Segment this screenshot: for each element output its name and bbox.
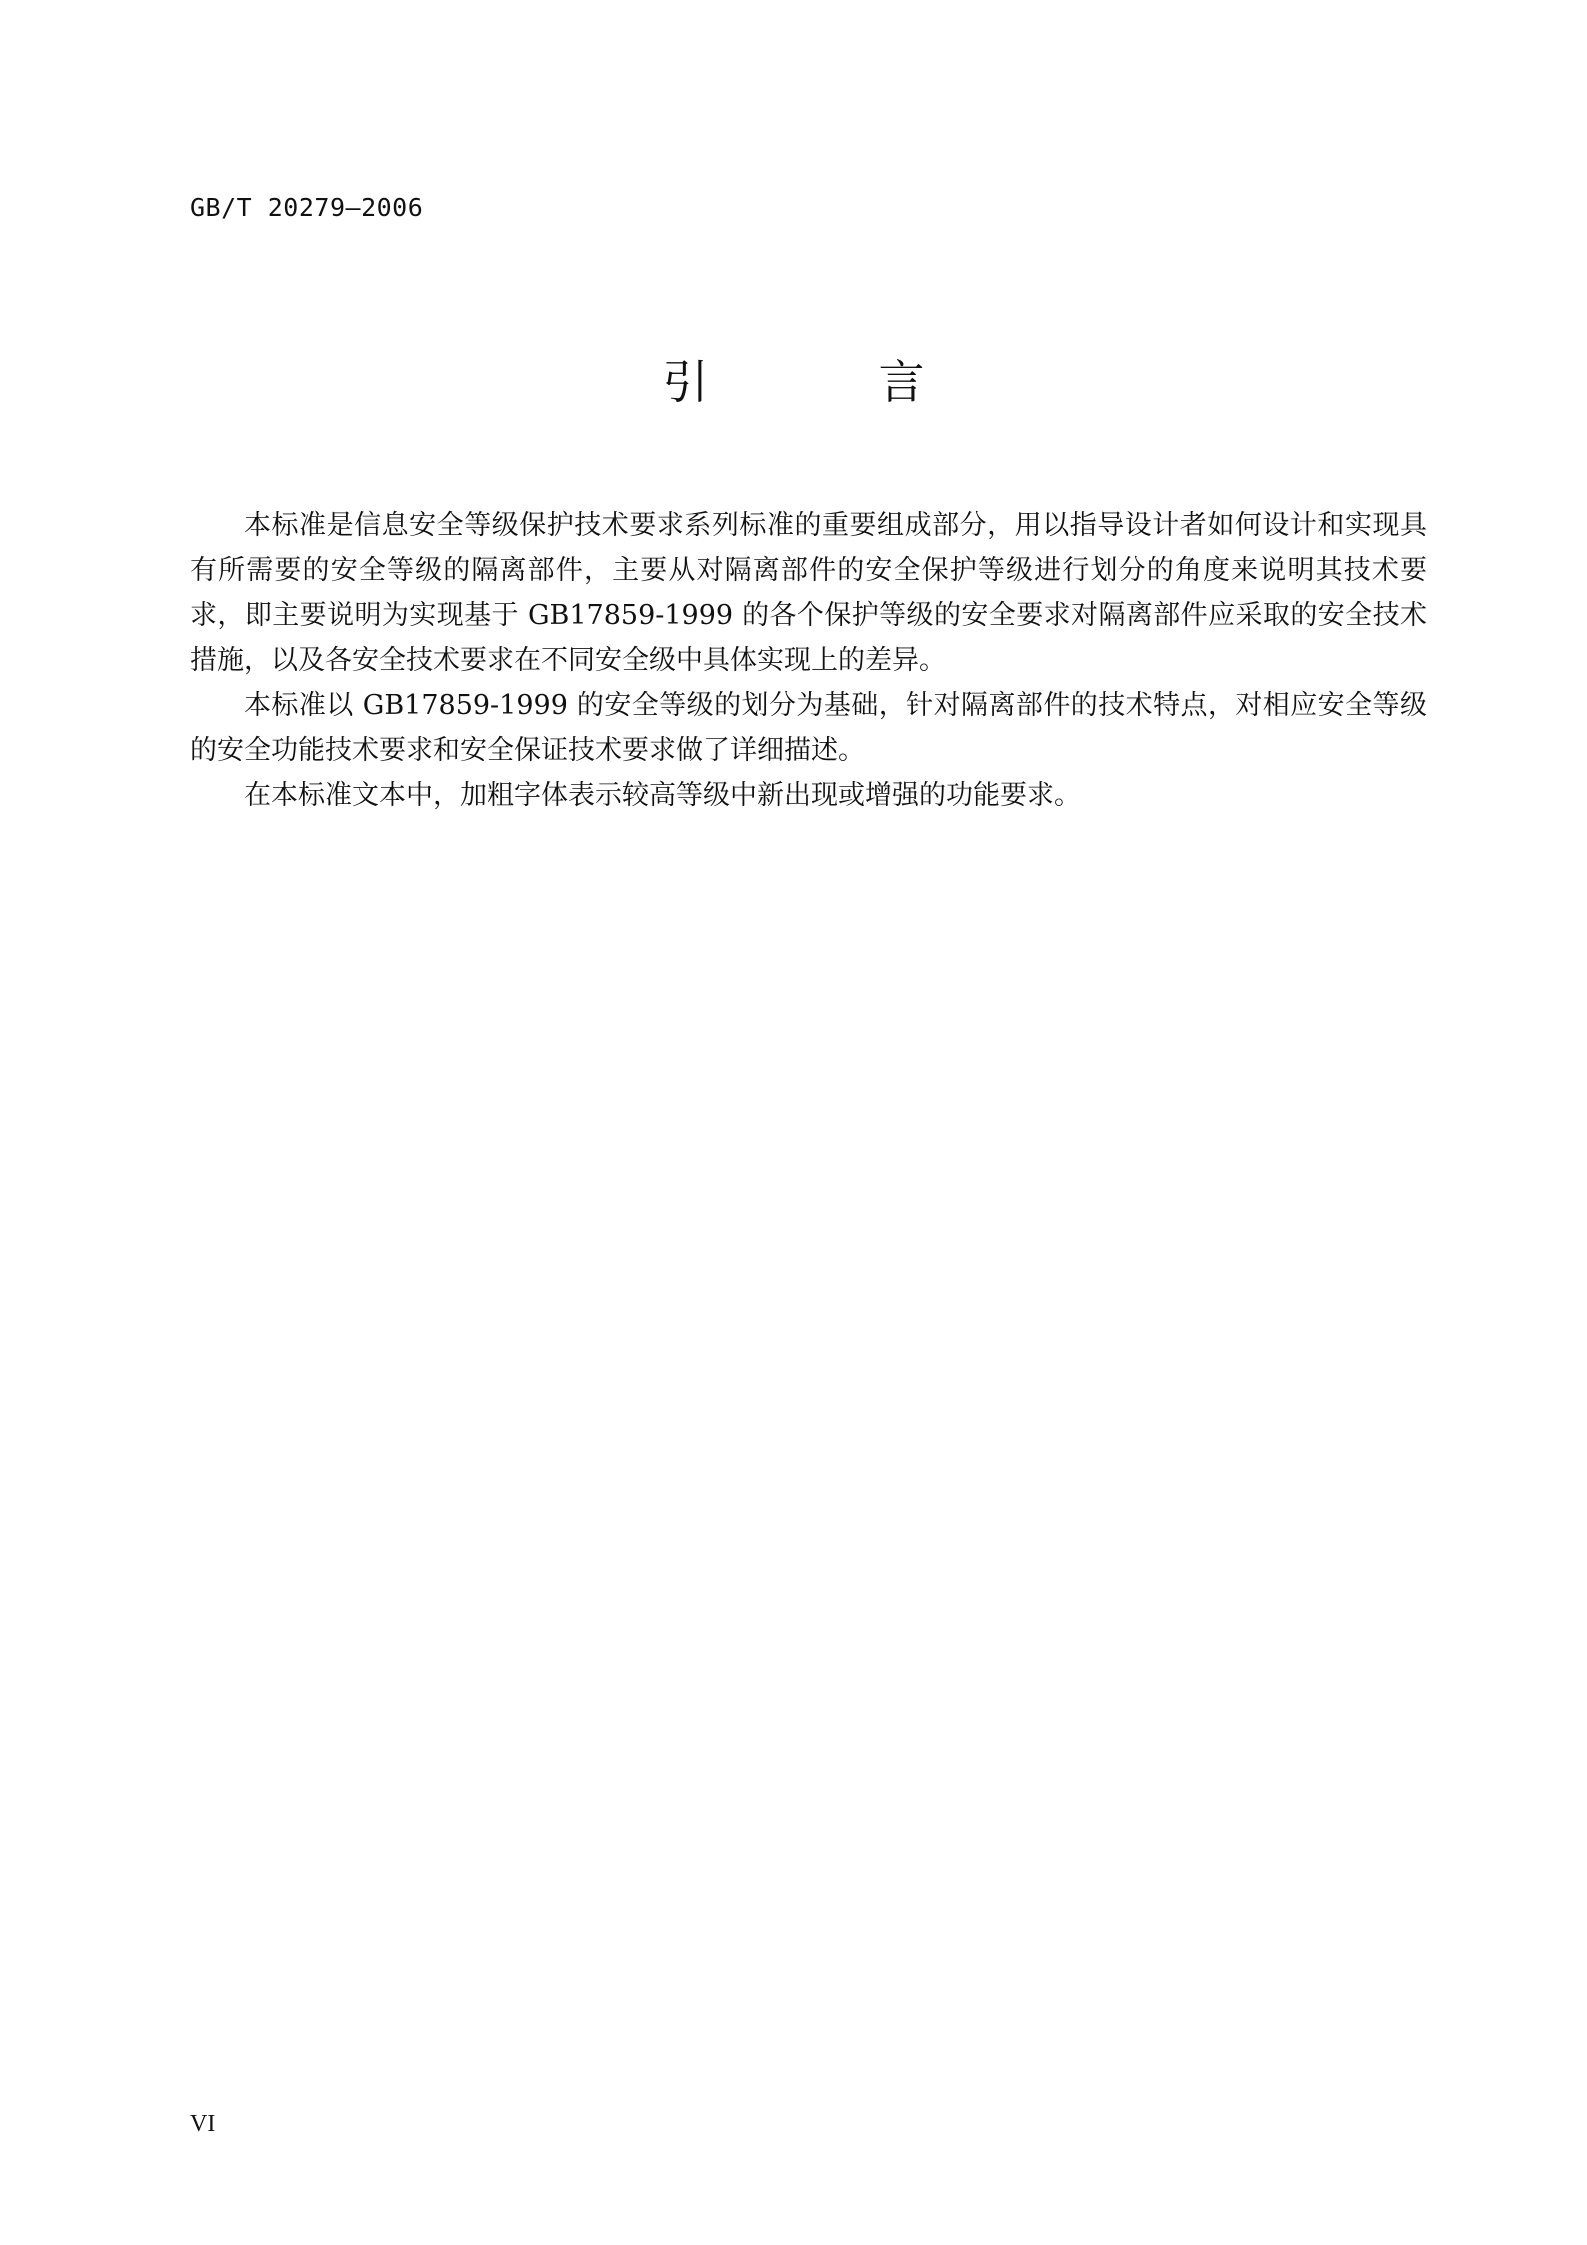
paragraph-1: 本标准是信息安全等级保护技术要求系列标准的重要组成部分，用以指导设计者如何设计和实现具有所需要的安全等级的隔离部件，主要从对隔离部件的安全保护等级进行划分的角度来说明其技术要求，即主要说明为实现基于 GB17859-1999 的各个保护等级的安全要求对隔离部件应采取的安全技术措施，以及各安全技术要求在不同安全级中具体实现上的差异。: [190, 510, 1427, 676]
paragraph-2: 本标准以 GB17859-1999 的安全等级的划分为基础，针对隔离部件的技术特点，对相应安全等级的安全功能技术要求和安全保证技术要求做了详细描述。: [190, 690, 1427, 766]
page-title: 引 言: [662, 355, 987, 409]
paragraph-3: 在本标准文本中，加粗字体表示较高等级中新出现或增强的功能要求。: [244, 780, 1081, 811]
standard-code: GB/T 20279—2006: [190, 193, 424, 222]
introduction-body: [190, 503, 1427, 818]
page-number: VI: [190, 2111, 216, 2137]
